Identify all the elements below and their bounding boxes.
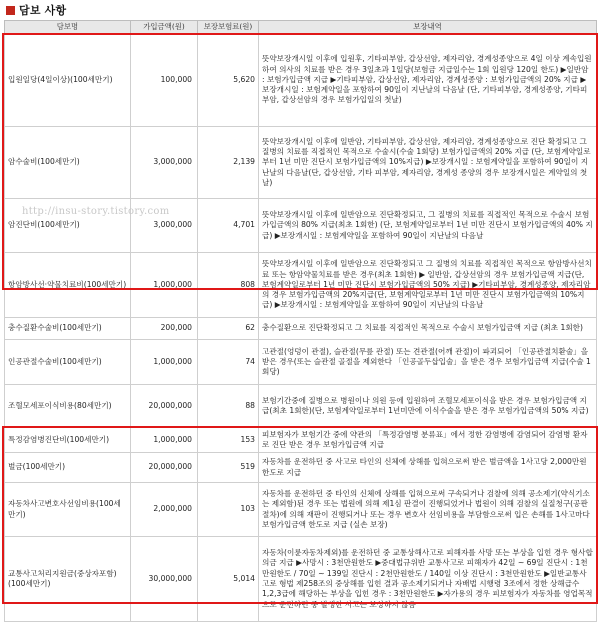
table-row	[5, 428, 597, 453]
coverage-amount: 2,000,000	[131, 483, 198, 537]
coverage-premium: 62	[198, 318, 259, 340]
table-row	[5, 537, 597, 622]
coverage-desc: 뜻약보장개시일 이후에 일반암, 기타피부암, 갑상선암, 제자리암, 경계성종양으로 진단 확정되고 그 질병의 치료를 직접적인 목적으로 수술시(수술 1회당) 보험가입금액의 20% 지급 (단, 보험계약일로부터 1년 미만 진단시 보험가입금액의 10%지급) ▶보장개시일 : 보험계약일을 포함하여 90일이 지난날의 다음날(단, 갑상선암, 기타 피부암, 제자리암, 경계성 종양의 경우 보장개시일은 계약일의 첫날)	[259, 127, 597, 199]
coverage-premium: 74	[198, 340, 259, 385]
table-row	[5, 34, 597, 127]
coverage-desc: 자동차를 운전하던 중 사고로 타인의 신체에 상해를 입혀으로써 받은 벌금액을 1사고당 2,000만원 한도로 지급	[259, 453, 597, 483]
col-header-name: 담보명	[5, 21, 131, 34]
coverage-name: 특정감염병진단비(100세만기)	[5, 428, 131, 453]
col-header-desc: 보장내역	[259, 21, 597, 34]
coverage-premium: 2,139	[198, 127, 259, 199]
coverage-name: 항암방사선·약물치료비(100세만기)	[5, 253, 131, 318]
coverage-amount: 1,000,000	[131, 253, 198, 318]
coverage-premium: 4,701	[198, 199, 259, 253]
coverage-desc: 뜻약보장개시일 이후에 일반암으로 진단확정되고 그 질병의 치료를 직접적인 목적으로 항암방사선치료 또는 항암약물치료를 받은 경우(최초 1회한) ▶ 일반암, 갑상선암의 경우 보험가입금액 지급(단, 보험계약일로부터 1년 미만 진단시 보험가입금액의 50% 지급) ▶기타피부암, 경계성종양, 제자리암의 경우 보험가입금액의 20%지급(단, 보험계약일로부터 1년 미만 진단시 보험가입금액의 10%지급) ▶보장개시일 : 보험계약일을 포함하여 90일이 지난날의 다음날	[259, 253, 597, 318]
coverage-amount: 1,000,000	[131, 340, 198, 385]
coverage-premium: 808	[198, 253, 259, 318]
coverage-amount: 30,000,000	[131, 537, 198, 622]
coverage-name: 입원일당(4일이상)(100세만기)	[5, 34, 131, 127]
col-header-premium: 보장보험료(원)	[198, 21, 259, 34]
coverage-name: 자동차사고변호사선임비용(100세만기)	[5, 483, 131, 537]
coverage-amount: 20,000,000	[131, 453, 198, 483]
coverage-amount: 3,000,000	[131, 127, 198, 199]
section-title	[6, 2, 66, 18]
coverage-premium: 519	[198, 453, 259, 483]
coverage-premium: 5,620	[198, 34, 259, 127]
coverage-premium: 103	[198, 483, 259, 537]
section-title-text: 담보 사항	[19, 4, 67, 17]
coverage-desc: 뜻약보장개시일 이후에 입원후, 기타피부암, 갑상선암, 제자리암, 경계성종양으로 4일 이상 계속입원하여 의사의 치료를 받은 경우 3일초과 1일당(보험금 지급일수는 1회 입원당 120일 한도) ▶일반암 : 보험가입금액 지급 ▶기타피부암, 갑상선암, 제자리암, 경계성종양 : 보험가입금액의 20% 지급 ▶보장개시일 : 보험계약일을 포함하여 90일이 지난날의 다음날 (단, 기타피부암, 경계성종양, 기타피부암, 갑상선암의 경우 보험가입일의 첫날)	[259, 34, 597, 127]
coverage-premium: 88	[198, 385, 259, 428]
coverage-name: 인공관절수술비(100세만기)	[5, 340, 131, 385]
table-row	[5, 340, 597, 385]
square-bullet-icon	[6, 6, 15, 15]
coverage-amount: 200,000	[131, 318, 198, 340]
coverage-name: 교통사고처리지원금(중상자포함)(100세만기)	[5, 537, 131, 622]
table-header-row	[5, 21, 597, 34]
coverage-table	[4, 20, 597, 622]
coverage-name: 조혈모세포이식비용(80세만기)	[5, 385, 131, 428]
table-row	[5, 253, 597, 318]
watermark-text: http://insu-story.tistory.com	[22, 206, 170, 217]
coverage-desc: 뜻약보장개시일 이후에 일반암으로 진단확정되고, 그 질병의 치료를 직접적인 목적으로 수술시 보험가입금액의 80% 지급(최초 1회한) (단, 보험계약일로부터 1년 미만 진단시 보험가입금액의 40% 지급) ▶보장개시일 : 보험계약일을 포함하여 90일이 지난날의 다음날	[259, 199, 597, 253]
table-row	[5, 127, 597, 199]
table-row	[5, 483, 597, 537]
coverage-amount: 20,000,000	[131, 385, 198, 428]
coverage-desc: 자동차(이륜자동차제외)를 운전하던 중 교통상해사고로 피해자를 사망 또는 부상을 입힌 경우 형사합의금 지급 ▶사망시 : 3천만원한도 ▶중대법규위반 교통사고로 피해자가 42일 ~ 69일 진단시 : 1천만원한도 / 70일 ~ 139일 진단시 : 2천만원한도 / 140일 이상 진단시 : 3천만원한도 ▶일반교통사고로 형법 제258조의 중상해를 입힌 결과 공소제기되거나 자배법 시행령 3조에서 정한 상해급수 1,2,3급에 해당하는 부상을 입힌 경우 : 3천만원한도 ▶자가용의 경우 피보험자가 자동차를 영업목적으로 운전하던 중 발생한 사고는 보상하지 않음	[259, 537, 597, 622]
coverage-name: 벌금(100세만기)	[5, 453, 131, 483]
table-row	[5, 318, 597, 340]
col-header-amount: 가입금액(원)	[131, 21, 198, 34]
coverage-name: 충수질환수술비(100세만기)	[5, 318, 131, 340]
table-row	[5, 385, 597, 428]
coverage-name: 암수술비(100세만기)	[5, 127, 131, 199]
coverage-premium: 5,014	[198, 537, 259, 622]
coverage-amount: 1,000,000	[131, 428, 198, 453]
coverage-desc: 충수질환으로 진단확정되고 그 치료를 직접적인 목적으로 수술시 보험가입금액 지급 (최초 1회한)	[259, 318, 597, 340]
coverage-amount: 100,000	[131, 34, 198, 127]
coverage-premium: 153	[198, 428, 259, 453]
coverage-desc: 고관절(엉덩이 관절), 슬관절(무릎 관절) 또는 견관절(어깨 관절)이 파괴되어 「인공관절치환술」을 받은 경우(또는 슬관절 골절을 제외한다 「인공골두삽입술」을 받은 경우 보험가입금액 지급(수술 1회당)	[259, 340, 597, 385]
coverage-desc: 자동차를 운전하던 중 타인의 신체에 상해를 입혀으로써 구속되거나 검찰에 의해 공소제기(약식기소는 제외함)된 경우 또는 법원에 의해 제1심 판결이 진행되었거나 법원이 의해 검찰의 실질청구(공판절차)에 의해 재판이 진행되거나 또는 경우 변호사 선임비용을 부담함으로써 입은 손해를 1사고마다 보험가입금액 한도로 지급 (실손 보장)	[259, 483, 597, 537]
coverage-desc: 피보험자가 보험기간 중에 약관의 「특정감염병 분류표」에서 정한 감염병에 감염되어 감염병 환자로 진단 받은 경우 보험가입금액 지급	[259, 428, 597, 453]
coverage-amount: 3,000,000	[131, 199, 198, 253]
table-row	[5, 453, 597, 483]
coverage-desc: 보험기간중에 질병으로 병원이나 의원 등에 입원하여 조혈모세포이식을 받은 경우 보험가입금액 지급(최초 1회한)(단, 보험계약일로부터 1년미만에 이식수술을 받은 경우 보험가입금액의 50% 지급)	[259, 385, 597, 428]
coverage-name: 암진단비(100세만기)	[5, 199, 131, 253]
